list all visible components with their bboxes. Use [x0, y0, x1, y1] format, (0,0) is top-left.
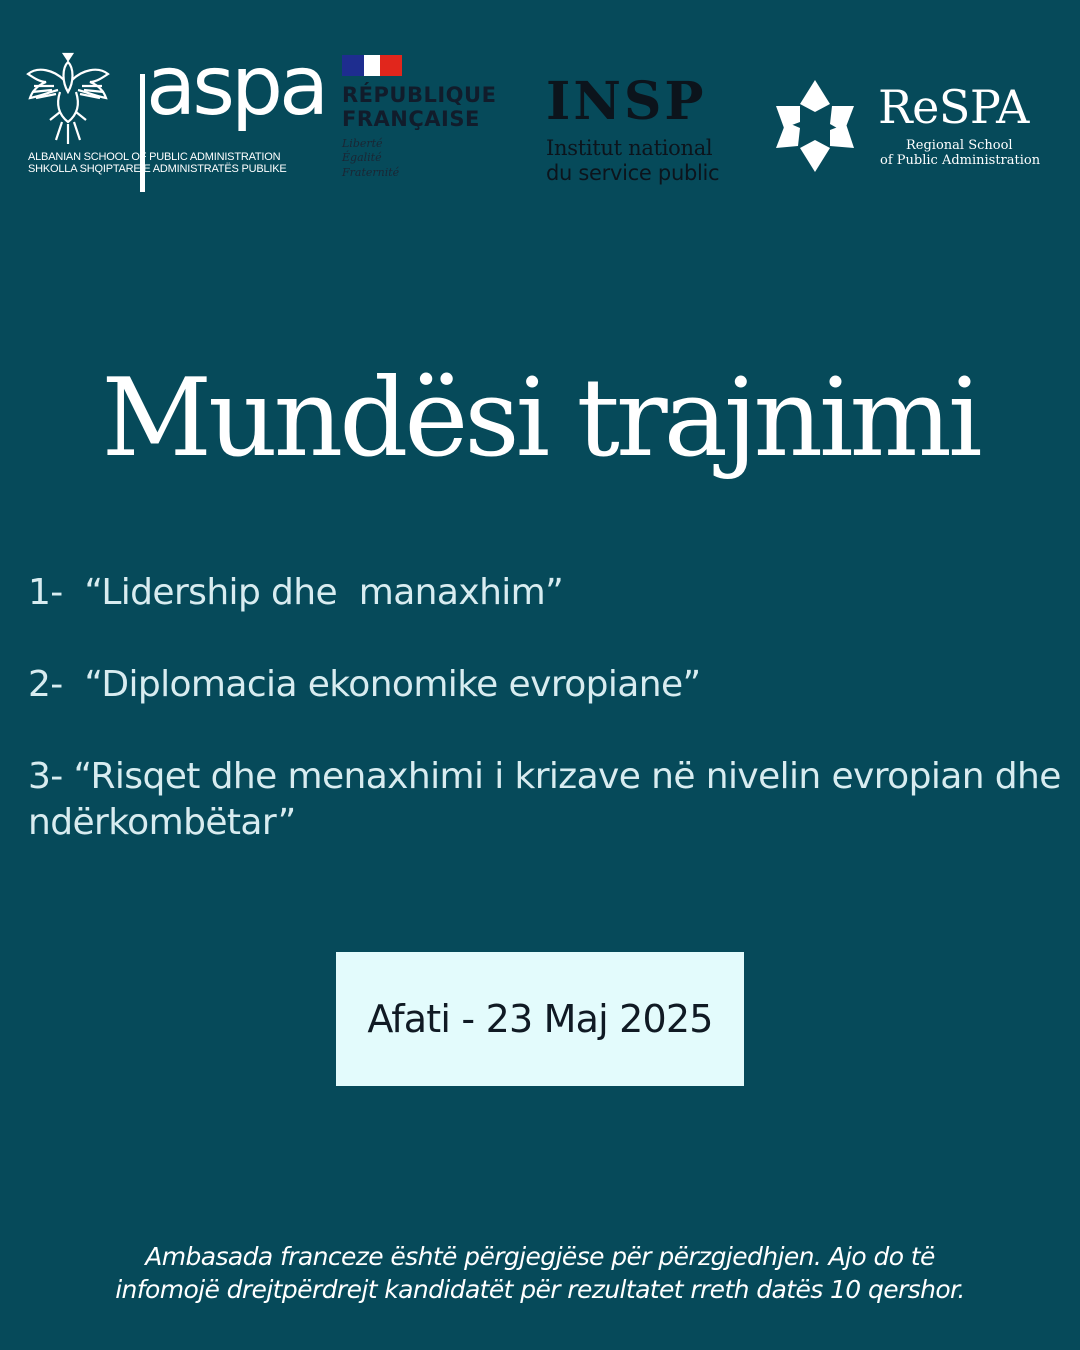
- aspa-logo: [26, 39, 326, 182]
- footer-note: [0, 1240, 1080, 1306]
- training-item-leadership: 1- “Lidership dhe manaxhim”: [28, 572, 564, 613]
- republique-francaise-logo: [342, 55, 497, 185]
- partner-logos: [0, 0, 1080, 200]
- page-title: Mundësi trajnimi: [101, 356, 979, 481]
- insp-logo: [546, 71, 756, 190]
- rf-motto-fraternite: Fraternité: [342, 166, 400, 179]
- footer-line1: Ambasada franceze është përgjegjëse për përzgjedhjen. Ajo do të: [145, 1242, 935, 1271]
- rf-motto-liberte: Liberté: [342, 137, 383, 150]
- rf-title-line1: RÉPUBLIQUE: [342, 83, 497, 107]
- aspa-english-name: ALBANIAN SCHOOL OF PUBLIC ADMINISTRATION: [28, 151, 281, 163]
- star-icon: [772, 78, 858, 174]
- insp-name-line2: du service public: [546, 161, 720, 185]
- aspa-wordmark: aspa: [146, 39, 326, 134]
- training-item-economic-diplomacy: 2- “Diplomacia ekonomike evropiane”: [28, 664, 701, 705]
- training-item-crisis-management: 3- “Risqet dhe menaxhimi i krizave në nivelin evropian dhe ndërkombëtar”: [28, 756, 1072, 843]
- footer-line2: infomojë drejtpërdrejt kandidatët për rezultatet rreth datës 10 qershor.: [115, 1275, 965, 1304]
- rf-title-line2: FRANÇAISE: [342, 107, 480, 131]
- deadline-text: Afati - 23 Maj 2025: [367, 997, 713, 1041]
- rf-motto-egalite: Égalité: [342, 151, 382, 164]
- albanian-eagle-icon: [26, 52, 110, 152]
- respa-name-line1: Regional School: [906, 138, 1013, 153]
- aspa-albanian-name: SHKOLLA SHQIPTARE E ADMINISTRATËS PUBLIKE: [28, 163, 287, 175]
- respa-name-line2: of Public Administration: [880, 153, 1041, 168]
- insp-name-line1: Institut national: [546, 136, 713, 160]
- respa-logo: [772, 78, 1052, 188]
- insp-acronym: INSP: [546, 71, 707, 132]
- deadline-box: [336, 952, 744, 1086]
- respa-wordmark: ReSPA: [878, 80, 1029, 134]
- french-flag-icon: [342, 55, 402, 76]
